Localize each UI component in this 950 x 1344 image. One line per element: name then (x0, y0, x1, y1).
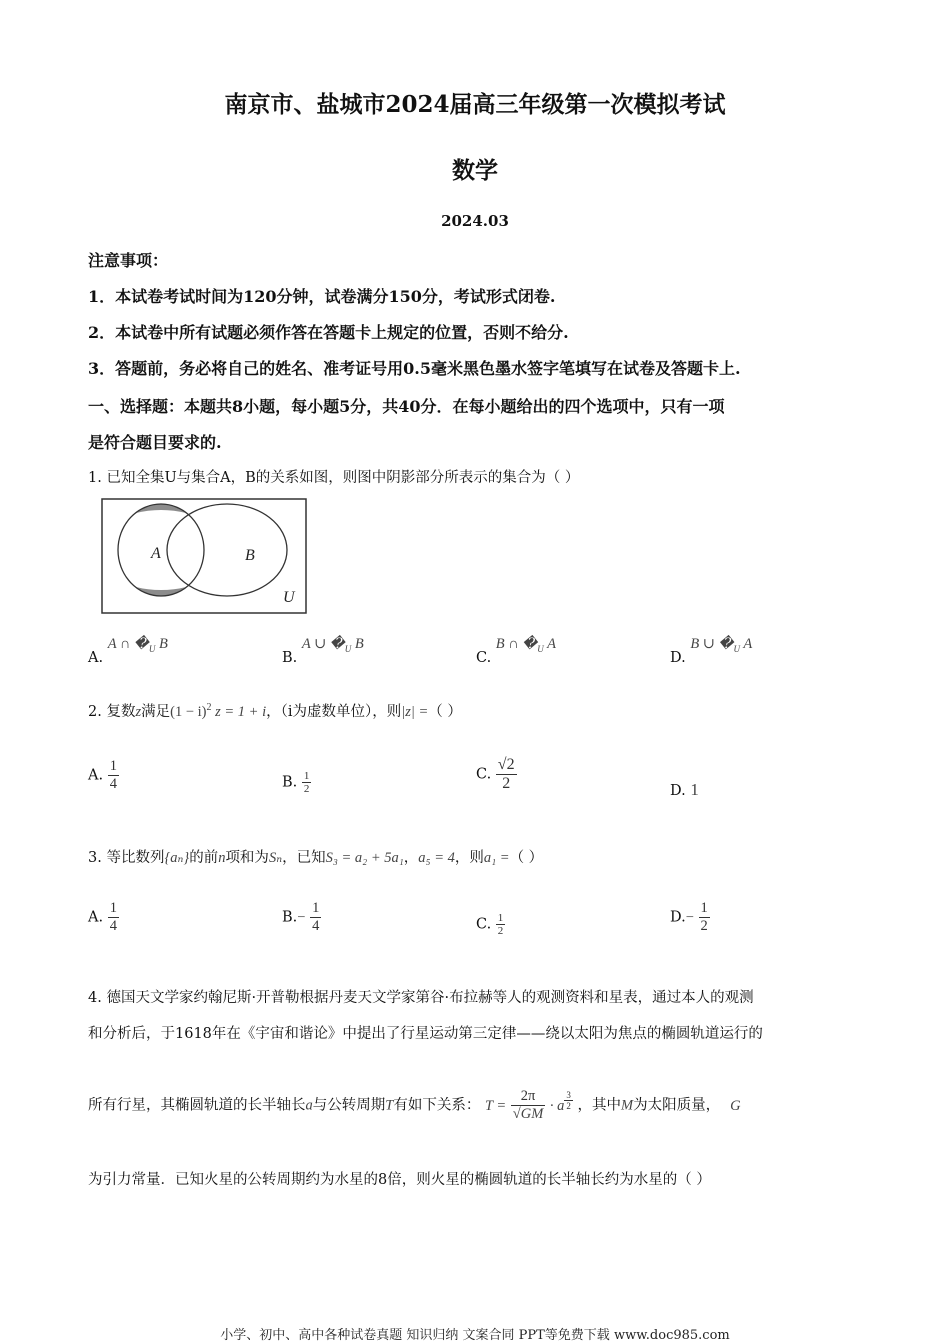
venn-label-b: B (245, 547, 255, 564)
section-heading-line-1: 一、选择题：本题共8小题，每小题5分，共40分．在每小题给出的四个选项中，只有一项 (88, 397, 725, 416)
exam-title: 南京市、盐城市2024届高三年级第一次模拟考试 (224, 91, 726, 118)
notice-item-3: 3．答题前，务必将自己的姓名、准考证号用0.5毫米黑色墨水签字笔填写在试卷及答题卡上. (88, 359, 741, 378)
q2-option-b: B. $\frac{1}{2}$ (282, 770, 310, 795)
venn-label-u: U (283, 589, 295, 606)
q3-stem: 3. 等比数列{aₙ}的前n项和为Sₙ，已知S₃ = a₂ + 5a₁，a₅ = 4，则a₁ =（ ） (88, 850, 544, 866)
q2-option-c: C. $\frac{√2}{2}$ (476, 756, 515, 792)
q1-option-c: C. B ∩ $�_U$ A (476, 636, 556, 666)
notice-heading: 注意事项： (88, 251, 169, 270)
q3-option-a: A. $\frac{1}{4}$ (88, 900, 117, 934)
notice-item-2: 2．本试卷中所有试题必须作答在答题卡上规定的位置，否则不给分. (88, 323, 569, 342)
venn-label-a: A (151, 545, 161, 562)
q2-stem: 2. 复数z满足$(1 - i)^2$ z = 1 + i，（i为虚数单位），则|z| =（ ） (88, 702, 462, 720)
q3-option-c: C. $\frac{1}{2}$ (476, 912, 504, 937)
q3-option-b: B.− $\frac{1}{4}$ (282, 900, 320, 934)
page-footer: 小学、初中、高中各种试卷真题 知识归纳 文案合同 PPT等免费下载 www.doc985.com (220, 1328, 730, 1343)
q1-option-b: B. A ∪ $�_U$ B (282, 636, 364, 666)
section-heading-line-2: 是符合题目要求的. (88, 433, 222, 452)
q2-option-a: A. $\frac{1}{4}$ (88, 758, 117, 792)
q2-option-d: D. 1 (670, 780, 699, 799)
q3-option-d: D.− $\frac{1}{2}$ (670, 900, 708, 934)
q1-stem: 1. 已知全集U与集合A，B的关系如图，则图中阴影部分所表示的集合为（ ） (88, 470, 580, 486)
kepler-formula: T = $\frac{2\pi}{√GM}$ · a $^{\frac{3}{2}}$ (484, 1088, 571, 1122)
notice-item-1: 1．本试卷考试时间为120分钟，试卷满分150分，考试形式闭卷. (88, 287, 556, 306)
venn-diagram (101, 498, 307, 614)
q1-option-d: D. B ∪ $�_U$ A (670, 636, 753, 666)
exam-subject: 数学 (452, 157, 498, 184)
q4-line-2: 和分析后，于1618年在《宇宙和谐论》中提出了行星运动第三定律——绕以太阳为焦点的椭圆轨道运行的 (88, 1026, 763, 1042)
exam-date: 2024.03 (441, 212, 509, 230)
q4-line-4: 为引力常量．已知火星的公转周期约为水星的8倍，则火星的椭圆轨道的长半轴长约为水星的（ ） (88, 1172, 711, 1188)
q4-line-1: 4. 德国天文学家约翰尼斯·开普勒根据丹麦天文学家第谷·布拉赫等人的观测资料和星表，通过本人的观测 (88, 990, 754, 1006)
q4-line-3: 所有行星，其椭圆轨道的长半轴长a与公转周期T有如下关系： T = $\frac{2\pi}{√GM}$ · a $^{\frac{3}{2}}$ ，其中M为太阳质量， G (88, 1088, 741, 1122)
q1-option-a: A. A ∩ $�_U$ B (88, 636, 168, 666)
